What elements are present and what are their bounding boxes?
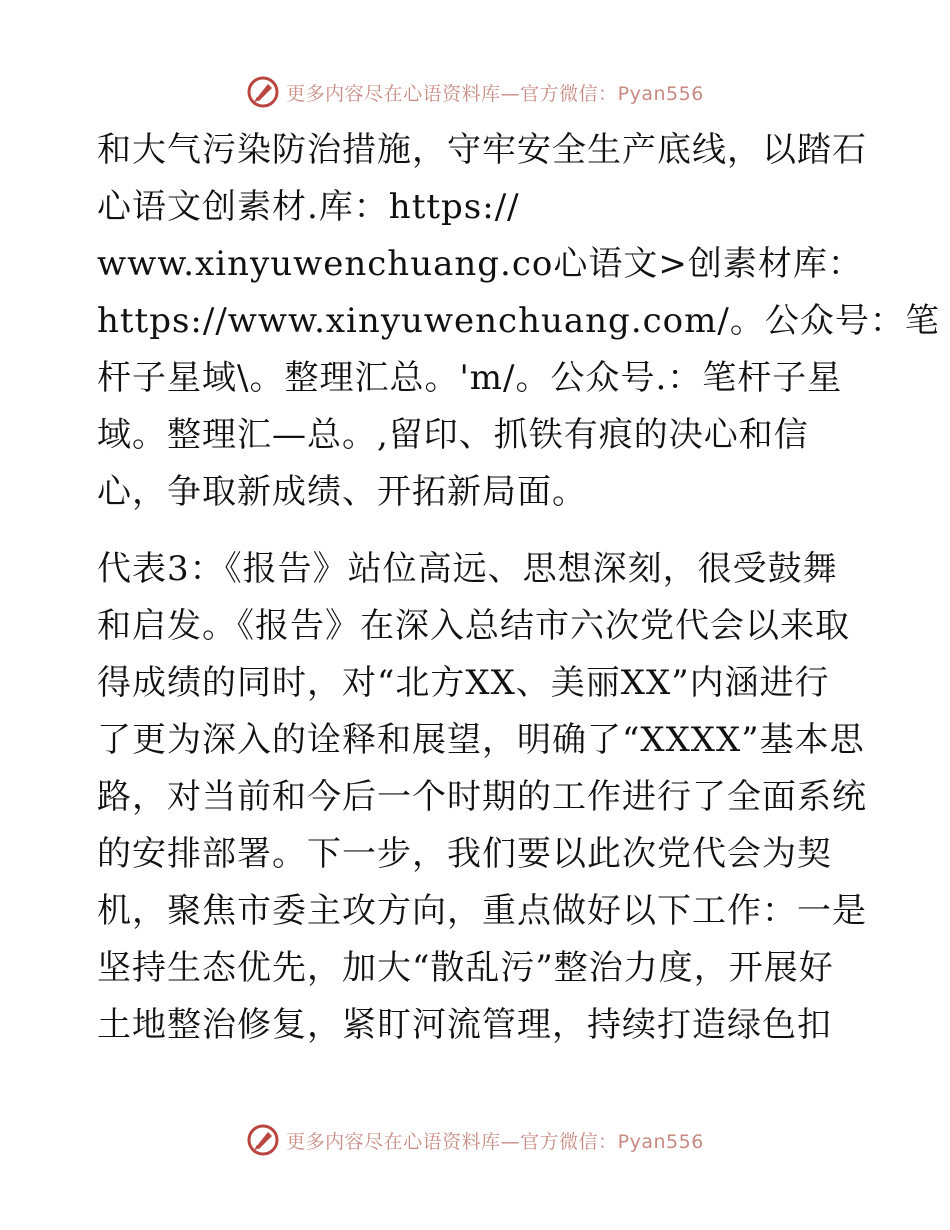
text-line: 心，争取新成绩、开拓新局面。 bbox=[97, 472, 587, 512]
pen-nib-logo-icon bbox=[246, 75, 280, 109]
text-line: 坚持生态优先，加大“散乱污”整治力度，开展好 bbox=[97, 948, 834, 988]
text-line: 的安排部署。下一步，我们要以此次党代会为契 bbox=[97, 834, 832, 874]
text-line: 土地整治修复，紧盯河流管理，持续打造绿色扣 bbox=[97, 1005, 832, 1045]
text-line: 心语文创素材.库：https:// bbox=[97, 187, 520, 227]
text-line: 杆子星域\。整理汇总。'm/。公众号.：笔杆子星 bbox=[97, 358, 843, 398]
text-line: 和启发。《报告》在深入总结市六次党代会以来取 bbox=[97, 606, 850, 646]
footer-banner-text: 更多内容尽在心语资料库—官方微信：Pyan556 bbox=[286, 1130, 704, 1153]
text-line: 了更为深入的诠释和展望，明确了“XXXX”基本思 bbox=[97, 720, 865, 760]
header-banner-text: 更多内容尽在心语资料库—官方微信：Pyan556 bbox=[286, 82, 704, 105]
header-banner bbox=[0, 72, 950, 112]
text-line: www.xinyuwenchuang.co心语文>创素材库： bbox=[97, 244, 863, 284]
pen-nib-logo-icon bbox=[246, 1123, 280, 1157]
text-line: 得成绩的同时，对“北方XX、美丽XX”内涵进行 bbox=[97, 663, 830, 703]
text-line: 域。整理汇—总。,留印、抓铁有痕的决心和信 bbox=[97, 415, 809, 455]
document-body bbox=[97, 122, 940, 1054]
text-line: https://www.xinyuwenchuang.com/。公众号：笔 bbox=[97, 301, 940, 341]
footer-banner bbox=[0, 1120, 950, 1160]
text-line: 和大气污染防治措施，守牢安全生产底线，以踏石 bbox=[97, 130, 867, 170]
text-line: 代表3：《报告》站位高远、思想深刻，很受鼓舞 bbox=[97, 549, 838, 589]
text-line: 路，对当前和今后一个时期的工作进行了全面系统 bbox=[97, 777, 867, 817]
text-line: 机，聚焦市委主攻方向，重点做好以下工作：一是 bbox=[97, 891, 867, 931]
paragraph-gap bbox=[97, 521, 857, 541]
